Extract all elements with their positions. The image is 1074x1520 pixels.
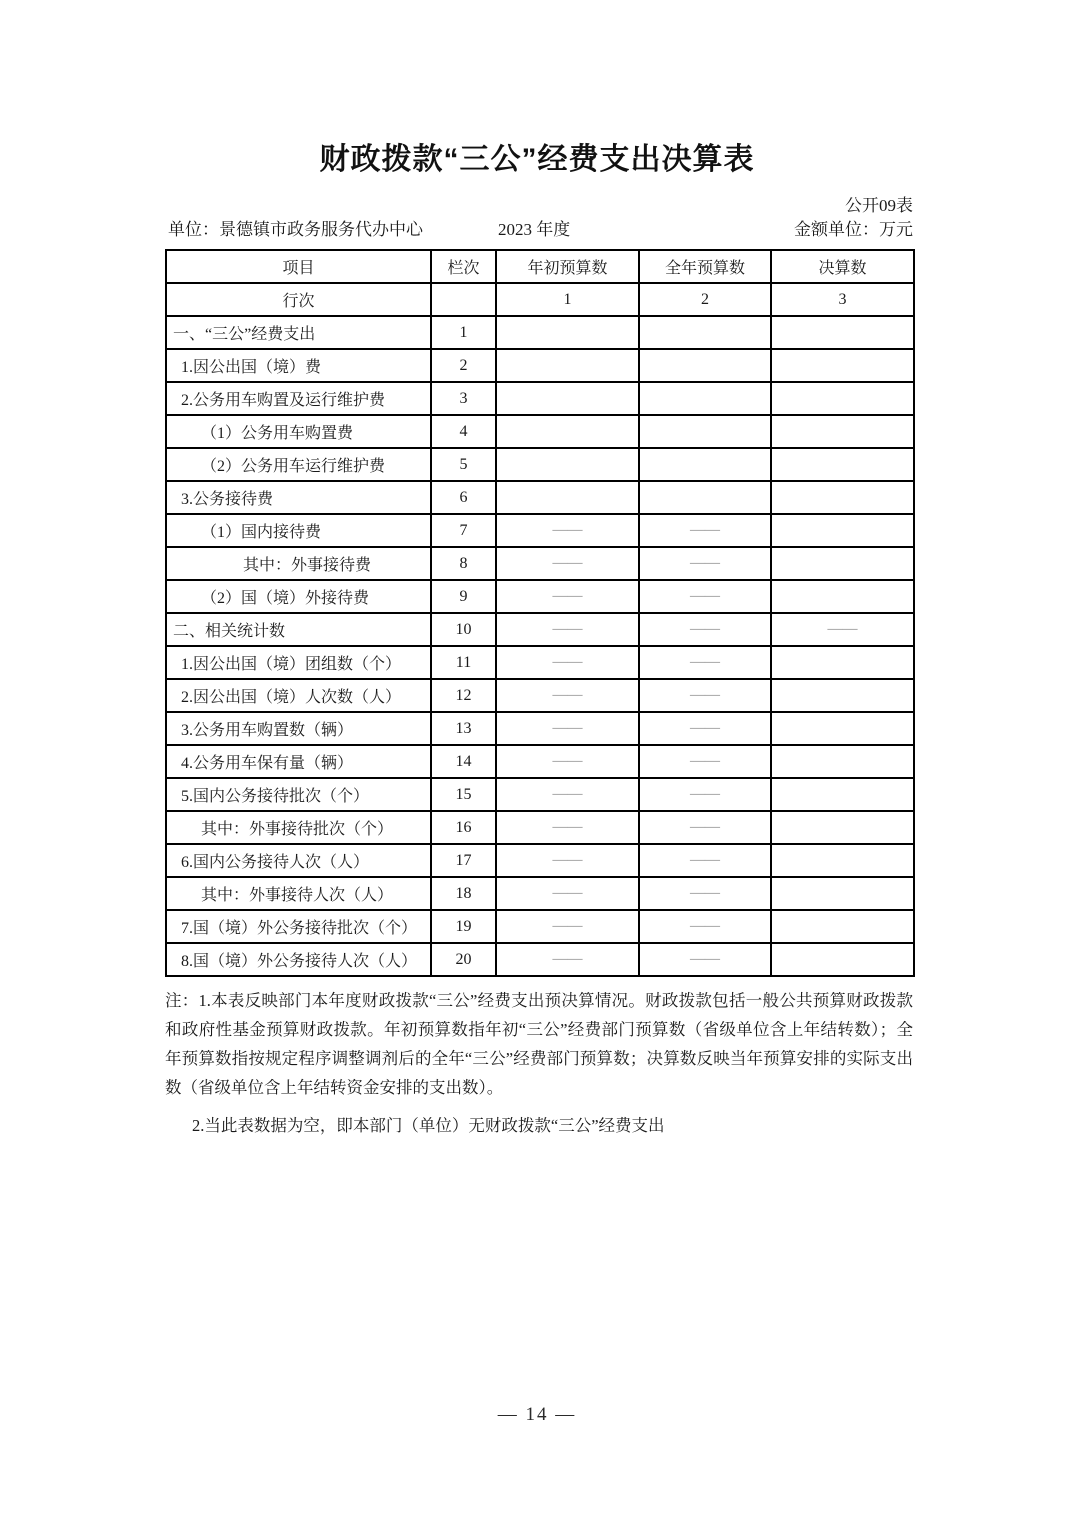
- line-cell: 13: [431, 712, 496, 745]
- table-row: [166, 415, 914, 448]
- line-cell: 2: [431, 349, 496, 382]
- table-row: [166, 349, 914, 382]
- final-account-cell: [771, 712, 914, 745]
- annual-budget-cell: ——: [639, 844, 771, 877]
- page-title: 财政拨款“三公”经费支出决算表: [319, 143, 755, 176]
- footnote-1: 注：1.本表反映部门本年度财政拨款“三公”经费支出预决算情况。财政拨款包括一般公共预算财政拨款和政府性基金预算财政拨款。年初预算数指年初“三公”经费部门预算数（省级单位含上年结转数）；全年预算数指按规定程序调整调剂后的全年“三公”经费部门预算数；决算数反映当年预算安排的实际支出数（省级单位含上年结转资金安排的支出数）。: [165, 991, 913, 1097]
- initial-budget-cell: [496, 382, 639, 415]
- final-account-cell: [771, 580, 914, 613]
- page-content: [165, 194, 913, 1140]
- initial-budget-cell: [496, 415, 639, 448]
- item-cell: 一、“三公”经费支出: [166, 316, 431, 349]
- table-row: [166, 448, 914, 481]
- table-row: [166, 580, 914, 613]
- annual-budget-cell: ——: [639, 745, 771, 778]
- item-cell: 5.国内公务接待批次（个）: [166, 778, 431, 811]
- annual-budget-cell: [639, 382, 771, 415]
- subheader-col-3: 3: [771, 283, 914, 316]
- table-row: [166, 877, 914, 910]
- item-cell: 3.公务用车购置数（辆）: [166, 712, 431, 745]
- header-initial-budget: 年初预算数: [496, 250, 639, 283]
- table-row: [166, 316, 914, 349]
- table-subheader-row: [166, 283, 914, 316]
- initial-budget-cell: ——: [496, 547, 639, 580]
- final-account-cell: [771, 745, 914, 778]
- initial-budget-cell: ——: [496, 580, 639, 613]
- final-account-cell: [771, 415, 914, 448]
- annual-budget-cell: ——: [639, 778, 771, 811]
- item-cell: 3.公务接待费: [166, 481, 431, 514]
- annual-budget-cell: [639, 415, 771, 448]
- annual-budget-cell: [639, 448, 771, 481]
- header-annual-budget: 全年预算数: [639, 250, 771, 283]
- annual-budget-cell: [639, 481, 771, 514]
- footnote-2: 2.当此表数据为空，即本部门（单位）无财政拨款“三公”经费支出: [192, 1116, 665, 1135]
- annual-budget-cell: ——: [639, 910, 771, 943]
- annual-budget-cell: ——: [639, 712, 771, 745]
- annual-budget-cell: [639, 349, 771, 382]
- line-cell: 11: [431, 646, 496, 679]
- table-row: [166, 712, 914, 745]
- item-cell: 8.国（境）外公务接待人次（人）: [166, 943, 431, 976]
- line-cell: 8: [431, 547, 496, 580]
- final-account-cell: [771, 910, 914, 943]
- line-cell: 15: [431, 778, 496, 811]
- item-cell: （1）国内接待费: [166, 514, 431, 547]
- table-row: [166, 613, 914, 646]
- subheader-col-2: 2: [639, 283, 771, 316]
- initial-budget-cell: [496, 448, 639, 481]
- final-account-cell: [771, 382, 914, 415]
- header-column: 栏次: [431, 250, 496, 283]
- item-cell: 2.因公出国（境）人次数（人）: [166, 679, 431, 712]
- annual-budget-cell: ——: [639, 547, 771, 580]
- initial-budget-cell: ——: [496, 844, 639, 877]
- table-row: [166, 646, 914, 679]
- initial-budget-cell: [496, 316, 639, 349]
- line-cell: 17: [431, 844, 496, 877]
- table-row: [166, 547, 914, 580]
- line-cell: 6: [431, 481, 496, 514]
- line-cell: 18: [431, 877, 496, 910]
- final-account-cell: [771, 547, 914, 580]
- annual-budget-cell: ——: [639, 679, 771, 712]
- initial-budget-cell: ——: [496, 811, 639, 844]
- table-header-row: [166, 250, 914, 283]
- item-cell: 7.国（境）外公务接待批次（个）: [166, 910, 431, 943]
- annual-budget-cell: ——: [639, 877, 771, 910]
- item-cell: 2.公务用车购置及运行维护费: [166, 382, 431, 415]
- annual-budget-cell: ——: [639, 943, 771, 976]
- subheader-col-1: 1: [496, 283, 639, 316]
- item-cell: （2）国（境）外接待费: [166, 580, 431, 613]
- table-row: [166, 910, 914, 943]
- footnotes: [165, 986, 913, 1140]
- table-row: [166, 943, 914, 976]
- initial-budget-cell: ——: [496, 877, 639, 910]
- annual-budget-cell: ——: [639, 514, 771, 547]
- final-account-cell: [771, 844, 914, 877]
- table-row: [166, 844, 914, 877]
- table-row: [166, 382, 914, 415]
- line-cell: 12: [431, 679, 496, 712]
- header-item: 项目: [166, 250, 431, 283]
- initial-budget-cell: ——: [496, 679, 639, 712]
- initial-budget-cell: ——: [496, 712, 639, 745]
- fiscal-year-label: 2023 年度: [498, 220, 571, 239]
- initial-budget-cell: ——: [496, 910, 639, 943]
- line-cell: 20: [431, 943, 496, 976]
- line-cell: 16: [431, 811, 496, 844]
- item-cell: 4.公务用车保有量（辆）: [166, 745, 431, 778]
- table-row: [166, 679, 914, 712]
- item-cell: 6.国内公务接待人次（人）: [166, 844, 431, 877]
- final-account-cell: [771, 646, 914, 679]
- final-account-cell: [771, 778, 914, 811]
- line-cell: 1: [431, 316, 496, 349]
- annual-budget-cell: [639, 316, 771, 349]
- table-row: [166, 778, 914, 811]
- item-cell: （1）公务用车购置费: [166, 415, 431, 448]
- final-account-cell: [771, 811, 914, 844]
- initial-budget-cell: ——: [496, 943, 639, 976]
- subheader-empty: [431, 283, 496, 316]
- annual-budget-cell: ——: [639, 811, 771, 844]
- item-cell: 其中：外事接待费: [166, 547, 431, 580]
- meta-row: [165, 217, 913, 243]
- item-cell: 1.因公出国（境）费: [166, 349, 431, 382]
- subheader-line-label: 行次: [166, 283, 431, 316]
- item-cell: （2）公务用车运行维护费: [166, 448, 431, 481]
- initial-budget-cell: ——: [496, 514, 639, 547]
- line-cell: 14: [431, 745, 496, 778]
- initial-budget-cell: ——: [496, 646, 639, 679]
- final-account-cell: [771, 448, 914, 481]
- page-number: — 14 —: [497, 1404, 577, 1425]
- amount-unit-label: 金额单位：万元: [794, 220, 913, 239]
- table-row: [166, 481, 914, 514]
- item-cell: 其中：外事接待人次（人）: [166, 877, 431, 910]
- item-cell: 1.因公出国（境）团组数（个）: [166, 646, 431, 679]
- initial-budget-cell: [496, 481, 639, 514]
- final-account-cell: ——: [771, 613, 914, 646]
- initial-budget-cell: ——: [496, 613, 639, 646]
- initial-budget-cell: ——: [496, 778, 639, 811]
- three-public-expenditure-table: [165, 249, 915, 977]
- table-row: [166, 811, 914, 844]
- annual-budget-cell: ——: [639, 646, 771, 679]
- line-cell: 4: [431, 415, 496, 448]
- final-account-cell: [771, 349, 914, 382]
- annual-budget-cell: ——: [639, 613, 771, 646]
- item-cell: 其中：外事接待批次（个）: [166, 811, 431, 844]
- annual-budget-cell: ——: [639, 580, 771, 613]
- line-cell: 19: [431, 910, 496, 943]
- final-account-cell: [771, 481, 914, 514]
- table-row: [166, 514, 914, 547]
- initial-budget-cell: ——: [496, 745, 639, 778]
- table-row: [166, 745, 914, 778]
- final-account-cell: [771, 514, 914, 547]
- item-cell: 二、相关统计数: [166, 613, 431, 646]
- initial-budget-cell: [496, 349, 639, 382]
- line-cell: 5: [431, 448, 496, 481]
- line-cell: 10: [431, 613, 496, 646]
- unit-label: 单位：景德镇市政务服务代办中心: [168, 220, 423, 239]
- line-cell: 7: [431, 514, 496, 547]
- line-cell: 9: [431, 580, 496, 613]
- form-code-label: 公开09表: [845, 196, 913, 215]
- final-account-cell: [771, 679, 914, 712]
- header-final-account: 决算数: [771, 250, 914, 283]
- line-cell: 3: [431, 382, 496, 415]
- final-account-cell: [771, 943, 914, 976]
- final-account-cell: [771, 316, 914, 349]
- final-account-cell: [771, 877, 914, 910]
